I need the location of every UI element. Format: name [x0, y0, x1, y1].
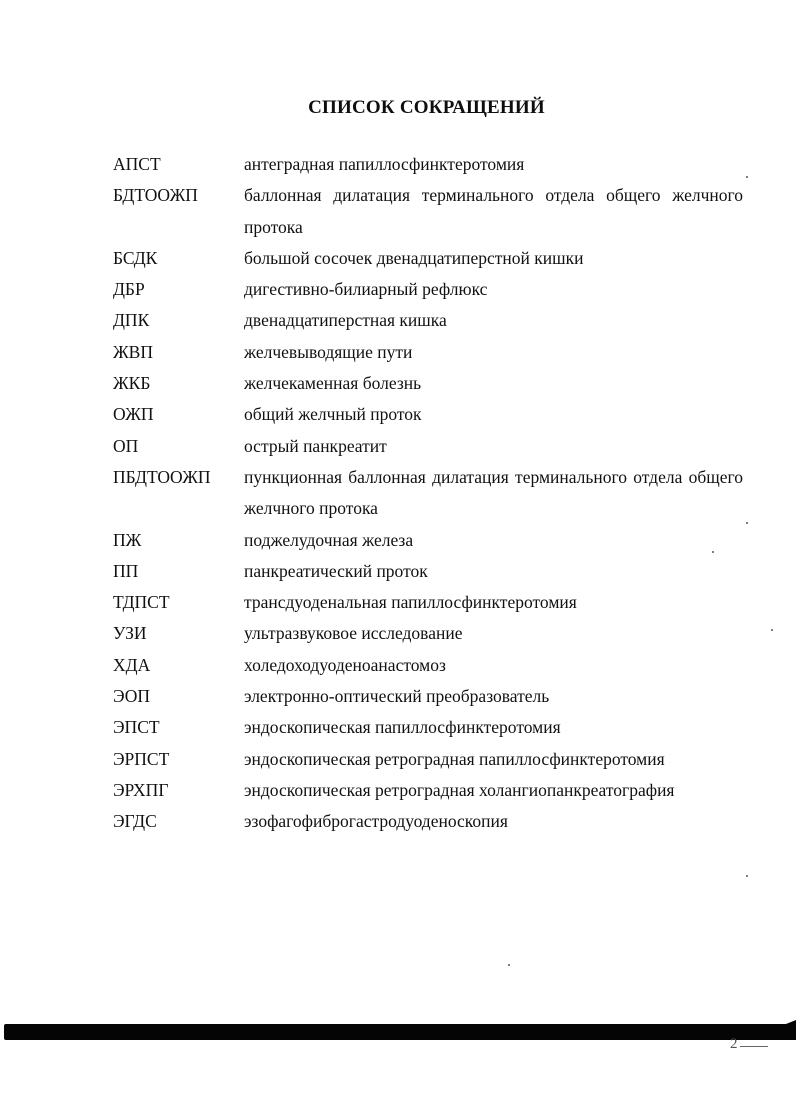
abbreviation-row: [113, 368, 743, 399]
abbreviation-term: ЖВП: [113, 341, 153, 362]
abbreviation-definition: баллонная дилатация терминального отдела общего желчного протока: [244, 185, 743, 237]
abbreviation-row: [113, 587, 743, 618]
abbreviation-definition: панкреатический проток: [244, 560, 428, 581]
page-number-rule: [740, 1046, 768, 1047]
scan-speck: [746, 875, 748, 877]
abbreviation-term: ЭОП: [113, 686, 151, 707]
abbreviation-row: [113, 399, 743, 430]
abbreviation-term: ЭГДС: [113, 811, 157, 832]
abbreviation-row: [113, 618, 743, 649]
abbreviation-row: [113, 149, 743, 180]
abbreviation-definition: поджелудочная железа: [244, 529, 414, 550]
abbreviation-term: ПП: [113, 560, 139, 581]
abbreviation-definition: желчевыводящие пути: [244, 341, 413, 362]
abbreviation-term: БДТООЖП: [113, 185, 198, 206]
abbreviation-row: [113, 243, 743, 274]
scan-speck: [508, 964, 510, 966]
abbreviation-row: [113, 681, 743, 712]
abbreviation-definition: эндоскопическая ретроградная холангиопанкреатография: [244, 779, 675, 800]
abbreviation-term: ТДПСТ: [113, 592, 170, 613]
abbreviation-definition: холедоходуоденоанастомоз: [244, 654, 446, 675]
abbreviation-definition: трансдуоденальная папиллосфинктеротомия: [244, 592, 577, 613]
abbreviation-definition: дигестивно-билиарный рефлюкс: [244, 279, 488, 300]
scan-edge-bar-tip: [786, 1020, 796, 1024]
abbreviation-definition: желчекаменная болезнь: [244, 373, 422, 394]
scan-speck: [771, 629, 773, 631]
abbreviation-term: ДБР: [113, 279, 145, 300]
abbreviation-row: [113, 775, 743, 806]
abbreviation-row: [113, 556, 743, 587]
abbreviation-definition: ультразвуковое исследование: [244, 623, 463, 644]
abbreviation-definition: двенадцатиперстная кишка: [244, 310, 447, 331]
abbreviation-term: ХДА: [113, 654, 151, 675]
abbreviation-term: ОЖП: [113, 404, 154, 425]
abbreviation-term: БСДК: [113, 247, 158, 268]
abbreviation-definition: антеградная папиллосфинктеротомия: [244, 154, 525, 174]
scan-edge-bar: [4, 1024, 796, 1040]
abbreviation-row: [113, 274, 743, 305]
scan-speck: [746, 176, 748, 178]
abbreviation-row: [113, 462, 743, 525]
scan-speck: [712, 551, 714, 553]
abbreviation-definition: пункционная баллонная дилатация терминального отдела общего желчного протока: [244, 466, 743, 519]
abbreviation-row: [113, 806, 743, 837]
abbreviation-term: УЗИ: [113, 623, 147, 644]
abbreviation-term: ЖКБ: [113, 373, 151, 394]
abbreviation-term: АПСТ: [113, 154, 161, 174]
abbreviation-term: ПБДТООЖП: [113, 466, 211, 487]
abbreviation-definition: эндоскопическая ретроградная папиллосфинктеротомия: [244, 748, 665, 769]
abbreviation-row: [113, 337, 743, 368]
abbreviation-definition: электронно-оптический преобразователь: [244, 686, 550, 707]
abbreviation-definition: эзофагофиброгастродуоденоскопия: [244, 811, 508, 832]
abbreviation-definition: эндоскопическая папиллосфинктеротомия: [244, 717, 561, 738]
abbreviation-term: ДПК: [113, 310, 150, 331]
abbreviation-term: ЭПСТ: [113, 717, 160, 738]
page-title: СПИСОК СОКРАЩЕНИЙ: [308, 97, 545, 118]
abbreviation-term: ПЖ: [113, 529, 142, 550]
abbreviation-row: [113, 180, 743, 243]
abbreviation-row: [113, 712, 743, 743]
abbreviation-row: [113, 431, 743, 462]
abbreviation-definition: большой сосочек двенадцатиперстной кишки: [244, 247, 584, 268]
abbreviation-term: ЭРХПГ: [113, 779, 169, 800]
abbreviation-list: [113, 149, 743, 838]
page-number: 2: [730, 1036, 738, 1052]
abbreviation-row: [113, 525, 743, 556]
abbreviation-row: [113, 305, 743, 336]
abbreviation-definition: общий желчный проток: [244, 404, 422, 425]
scan-speck: [746, 522, 748, 524]
abbreviation-row: [113, 650, 743, 681]
abbreviation-term: ЭРПСТ: [113, 748, 170, 769]
abbreviation-term: ОП: [113, 435, 139, 456]
abbreviation-definition: острый панкреатит: [244, 435, 387, 456]
abbreviation-row: [113, 744, 743, 775]
